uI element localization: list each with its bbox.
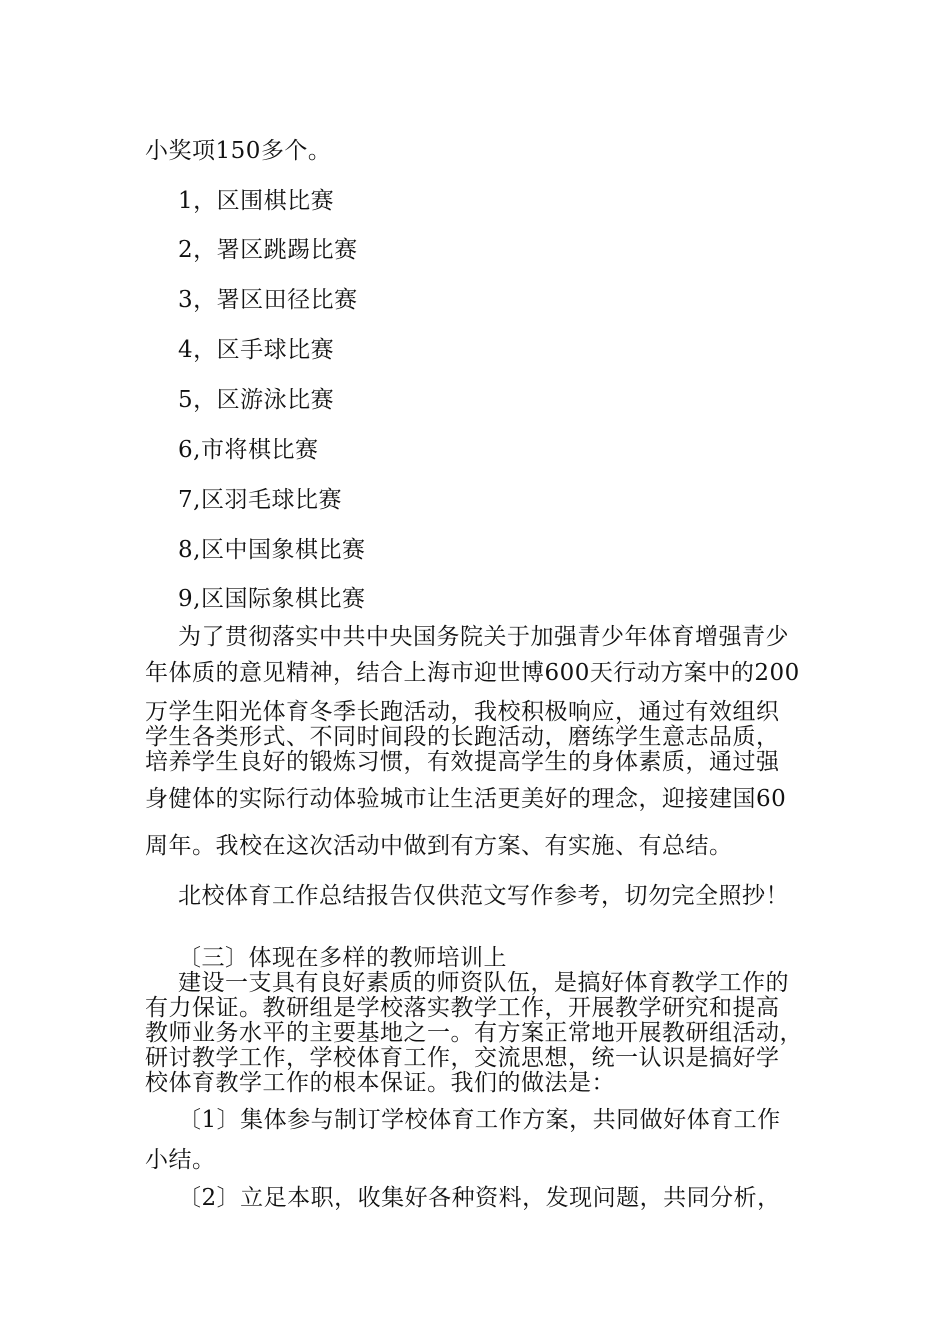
award-item: 7,区羽毛球比赛 — [178, 487, 342, 513]
paragraph-line: 身健体的实际行动体验城市让生活更美好的理念，迎接建国60 — [145, 786, 787, 812]
paragraph-line: 为了贯彻落实中共中央国务院关于加强青少年体育增强青少 — [178, 624, 789, 650]
award-item: 4，区手球比赛 — [178, 337, 335, 363]
award-item: 5，区游泳比赛 — [178, 387, 335, 413]
paragraph-line: 培养学生良好的锻炼习惯，有效提高学生的身体素质，通过强 — [145, 749, 780, 775]
text-line: 小奖项150多个。 — [145, 138, 332, 164]
paragraph-line: 学生各类形式、不同时间段的长跑活动，磨练学生意志品质， — [145, 724, 780, 750]
award-item: 6,市将棋比赛 — [178, 437, 319, 463]
list-paragraph-line: 〔2〕立足本职，收集好各种资料，发现问题，共同分析， — [178, 1185, 781, 1211]
paragraph-line: 校体育教学工作的根本保证。我们的做法是： — [145, 1070, 615, 1096]
paragraph-line: 建设一支具有良好素质的师资队伍，是搞好体育教学工作的 — [178, 970, 789, 996]
paragraph-line: 研讨教学工作，学校体育工作，交流思想，统一认识是搞好学 — [145, 1045, 780, 1071]
paragraph-line: 有力保证。教研组是学校落实教学工作，开展教学研究和提高 — [145, 995, 780, 1021]
award-item: 8,区中国象棋比赛 — [178, 537, 366, 563]
paragraph-line: 教师业务水平的主要基地之一。有方案正常地开展教研组活动， — [145, 1020, 803, 1046]
list-paragraph-line: 小结。 — [145, 1147, 216, 1173]
paragraph-line: 年体质的意见精神，结合上海市迎世博600天行动方案中的200 — [145, 660, 800, 686]
section-heading: 〔三〕体现在多样的教师培训上 — [178, 945, 507, 971]
list-paragraph-line: 〔1〕集体参与制订学校体育工作方案，共同做好体育工作 — [178, 1107, 781, 1133]
paragraph-line: 周年。我校在这次活动中做到有方案、有实施、有总结。 — [145, 833, 733, 859]
award-item: 2，署区跳踢比赛 — [178, 237, 358, 263]
award-item: 9,区国际象棋比赛 — [178, 586, 366, 612]
paragraph-line: 万学生阳光体育冬季长跑活动，我校积极响应，通过有效组织 — [145, 699, 780, 725]
award-item: 1，区围棋比赛 — [178, 188, 335, 214]
award-item: 3，署区田径比赛 — [178, 287, 358, 313]
disclaimer-line: 北校体育工作总结报告仅供范文写作参考，切勿完全照抄！ — [178, 883, 789, 909]
